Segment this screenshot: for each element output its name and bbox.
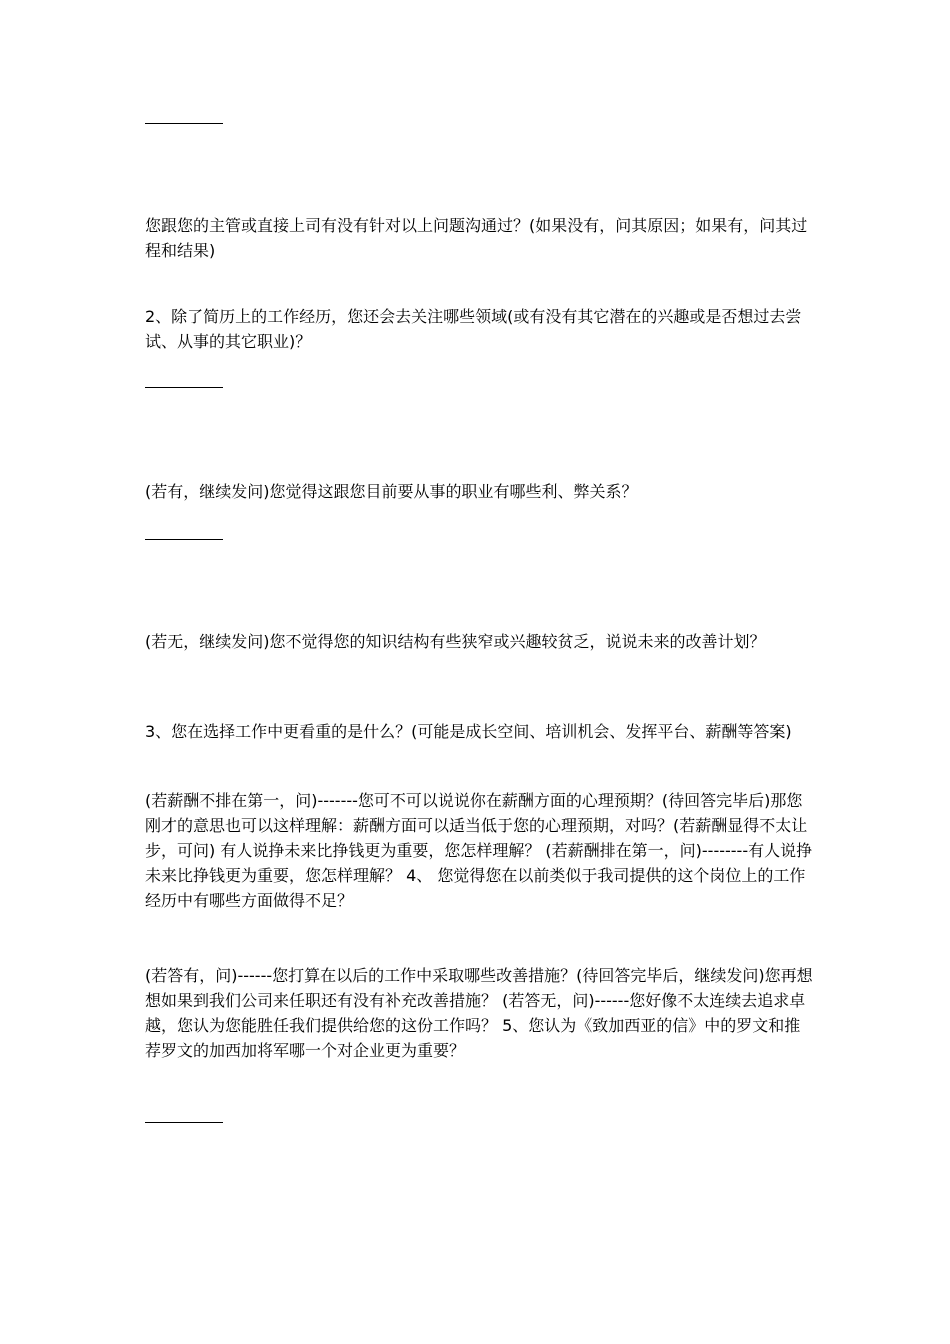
paragraph-followup-if-yes: (若有，继续发问)您觉得这跟您目前要从事的职业有哪些利、弊关系？ (145, 482, 638, 501)
answer-blank-line (145, 539, 223, 540)
paragraph-followup-if-no: (若无，继续发问)您不觉得您的知识结构有些狭窄或兴趣较贫乏，说说未来的改善计划？ (145, 632, 766, 651)
paragraph-improvement-and-question-5: (若答有，问)------您打算在以后的工作中采取哪些改善措施？(待回答完毕后，继续发问)您再想想如果到我们公司来任职还有没有补充改善措施？ (若答无，问)------您好像不太连续去追求卓越，您认为您能胜任我们提供给您的这份工作吗？ 5、您认为《致加西亚的信》中的罗文和推荐罗文的加西加将军哪一个对企业更为重要？ (145, 966, 813, 1060)
answer-blank-line (145, 387, 223, 388)
answer-blank-line (145, 1122, 223, 1123)
answer-blank-line (145, 123, 223, 124)
paragraph-question-3: 3、您在选择工作中更看重的是什么？(可能是成长空间、培训机会、发挥平台、薪酬等答案) (145, 722, 792, 741)
paragraph-communication-question: 您跟您的主管或直接上司有没有针对以上问题沟通过？(如果没有，问其原因；如果有，问其过程和结果) (145, 216, 808, 260)
paragraph-question-2: 2、除了简历上的工作经历，您还会去关注哪些领域(或有没有其它潜在的兴趣或是否想过去尝试、从事的其它职业)？ (145, 307, 802, 351)
paragraph-salary-and-question-4: (若薪酬不排在第一，问)-------您可不可以说说你在薪酬方面的心理预期？(待回答完毕后)那您刚才的意思也可以这样理解：薪酬方面可以适当低于您的心理预期，对吗？(若薪酬显得不太让步，可问) 有人说挣未来比挣钱更为重要，您怎样理解？ (若薪酬排在第一，问)--------有人说挣未来比挣钱更为重要，您怎样理解？ 4、 您觉得您在以前类似于我司提供的这个岗位上的工作经历中有哪些方面做得不足？ (145, 791, 813, 910)
